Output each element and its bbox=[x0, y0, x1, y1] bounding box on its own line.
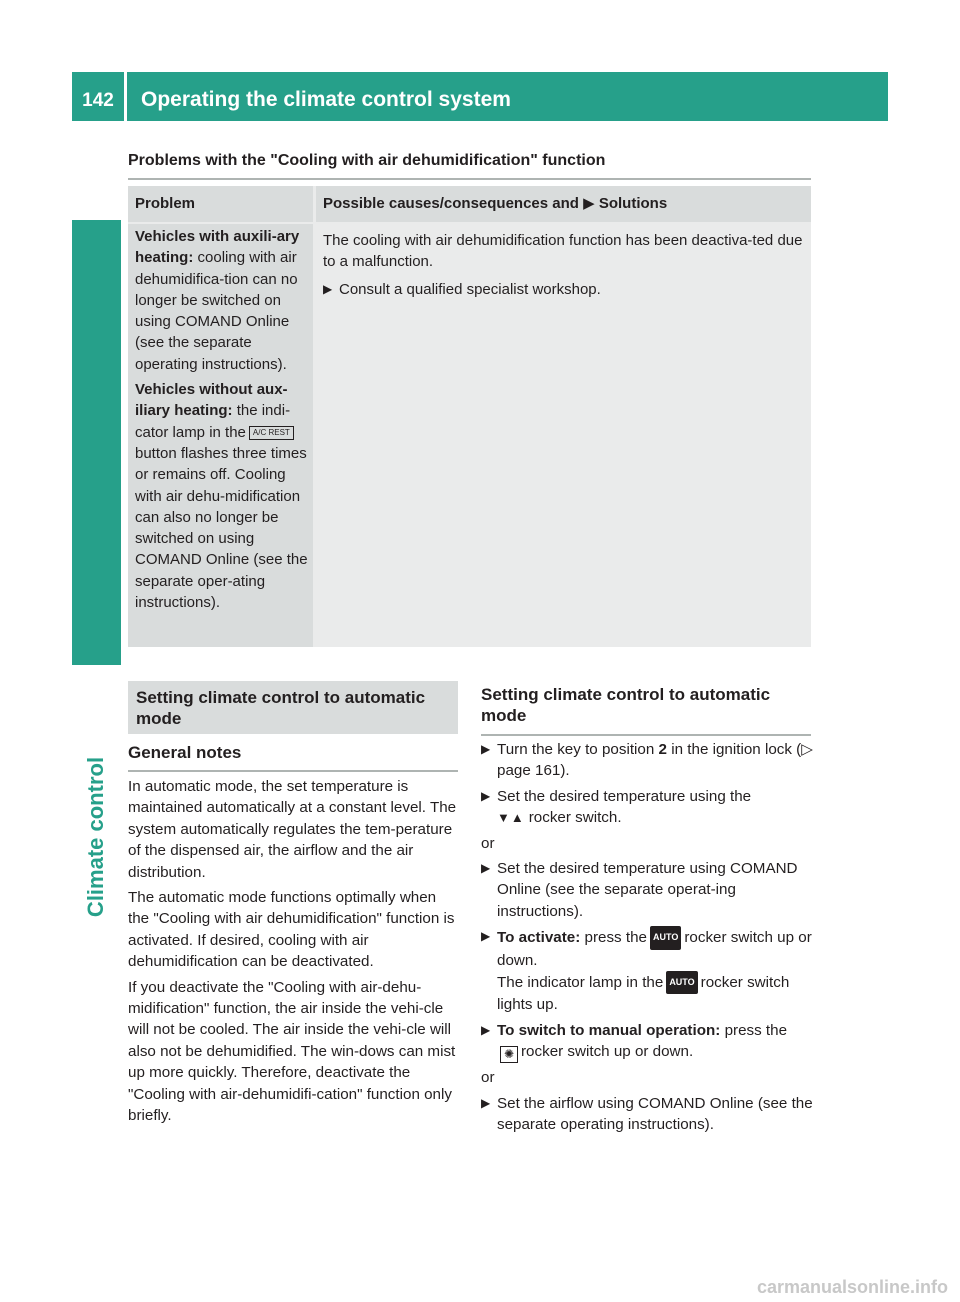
or-separator-2: or bbox=[481, 1069, 495, 1087]
right-section-heading: Setting climate control to automatic mode bbox=[481, 684, 811, 736]
step4-text-a: press the bbox=[584, 929, 647, 947]
problem-p2-bold: Vehicles without aux-iliary heating: bbox=[135, 381, 288, 420]
section-title: Problems with the "Cooling with air dehumidification" function bbox=[128, 152, 811, 180]
step-arrow-icon: ▶ bbox=[481, 742, 491, 756]
problem-p1-text: cooling with air dehumidifica-tion can no longer be switched on using COMAND Online (see the separate operating instructions). bbox=[135, 249, 298, 373]
step5-bold: To switch to manual operation: bbox=[497, 1021, 721, 1039]
step-activate bbox=[481, 926, 813, 1016]
step1-text-b: in the ignition lock ( bbox=[671, 741, 802, 758]
step4-text-c: The indicator lamp in the bbox=[497, 974, 664, 992]
side-tab-label bbox=[72, 665, 121, 1010]
ac-rest-button-icon: A/C REST bbox=[249, 426, 294, 440]
step-arrow-icon: ▶ bbox=[481, 1022, 491, 1037]
step4-text-d: rocker switch lights up. bbox=[497, 974, 790, 1014]
step5-text-a: press the bbox=[724, 1021, 788, 1039]
step3-text: Set the desired temperature using COMAND Online (see the separate operat-ing instructions). bbox=[497, 860, 798, 920]
solution-step-text: Consult a qualified specialist workshop. bbox=[339, 280, 601, 298]
side-tab-text: Climate control bbox=[83, 756, 108, 918]
page-number: 142 bbox=[82, 90, 114, 111]
step1-position: 2 bbox=[658, 741, 667, 758]
step1-page-ref: page 161). bbox=[497, 762, 570, 780]
header-solutions-suffix: Solutions bbox=[598, 195, 668, 212]
step-arrow-icon: ▶ bbox=[481, 1095, 491, 1110]
triangle-arrow-icon: ▶ bbox=[583, 195, 595, 212]
solution-step bbox=[323, 279, 803, 300]
auto-button-icon-2: AUTO bbox=[666, 971, 697, 994]
problem-p1-bold: Vehicles with auxili-ary heating: bbox=[135, 228, 300, 267]
step4-text-b: rocker switch up or down. bbox=[497, 929, 812, 969]
step-turn-key bbox=[481, 739, 813, 782]
chapter-title: Operating the climate control system bbox=[141, 88, 511, 111]
step2-text-a: Set the desired temperature using the bbox=[497, 787, 752, 805]
side-tab-marker bbox=[72, 220, 121, 665]
step1-text-a: Turn the key to position bbox=[497, 741, 655, 758]
page-header bbox=[72, 72, 888, 121]
automatic-mode-steps bbox=[481, 739, 813, 1140]
step5-text-b: rocker switch up or down. bbox=[521, 1043, 694, 1061]
table-header-problem: Problem bbox=[128, 186, 313, 222]
problems-table bbox=[128, 186, 811, 647]
notes-paragraph-3: If you deactivate the "Cooling with air-dehu-midification" function, the air inside the vehi-cle will not be cooled. The air inside the vehi-cle will also not be dehumidified. The win-dows can mist up more quickly. Therefore, deactivate the "Cooling with air-dehumidifi-cation" function only briefly. bbox=[128, 978, 456, 1125]
general-notes-body bbox=[128, 776, 460, 1131]
solution-cell bbox=[316, 224, 811, 647]
temperature-rocker-icon: ▼▲ bbox=[497, 810, 525, 826]
solution-text: The cooling with air dehumidification function has been deactiva-ted due to a malfunction. bbox=[323, 232, 803, 271]
step-arrow-icon: ▶ bbox=[481, 861, 491, 876]
problem-p2-text-b: button flashes three times or remains off. Cooling with air dehu-midification can also no longer be switched on using COMAND Online (see the separate oper-ating instructions). bbox=[135, 444, 308, 612]
fan-icon: ✺ bbox=[500, 1046, 518, 1063]
step6-text: Set the airflow using COMAND Online (see the separate operating instructions). bbox=[497, 1094, 813, 1134]
auto-button-icon: AUTO bbox=[650, 926, 681, 949]
step4-bold: To activate: bbox=[497, 929, 581, 947]
problem-p2-text-a: the indi-cator lamp in the bbox=[135, 402, 291, 441]
header-solutions-prefix: Possible causes/consequences and bbox=[323, 195, 579, 212]
step-set-airflow bbox=[481, 1093, 813, 1136]
step-set-temperature-rocker bbox=[481, 786, 813, 829]
watermark: carmanualsonline.info bbox=[756, 1277, 948, 1297]
general-notes-heading: General notes bbox=[128, 743, 458, 772]
problem-cell bbox=[128, 224, 313, 647]
step-arrow-icon: ▶ bbox=[481, 929, 491, 944]
left-subsection-title: Setting climate control to automatic mode bbox=[128, 681, 458, 734]
table-header-solutions bbox=[316, 186, 811, 222]
notes-paragraph-2: The automatic mode functions optimally when the "Cooling with air dehumidification" function is activated. If desired, cooling with air dehumidification can be deactivated. bbox=[128, 889, 455, 971]
notes-paragraph-1: In automatic mode, the set temperature is maintained automatically at a constant level. The system automatically regulates the tem-perature of the dispensed air, the airflow and the air distribution. bbox=[128, 778, 457, 881]
step-manual-operation bbox=[481, 1020, 813, 1063]
or-separator: or bbox=[481, 834, 495, 852]
step2-text-b: rocker switch. bbox=[528, 809, 622, 827]
step-set-temperature-comand bbox=[481, 858, 813, 922]
page-ref-icon: ▷ bbox=[801, 741, 813, 758]
step-arrow-icon: ▶ bbox=[323, 281, 333, 296]
step-arrow-icon: ▶ bbox=[481, 788, 491, 803]
